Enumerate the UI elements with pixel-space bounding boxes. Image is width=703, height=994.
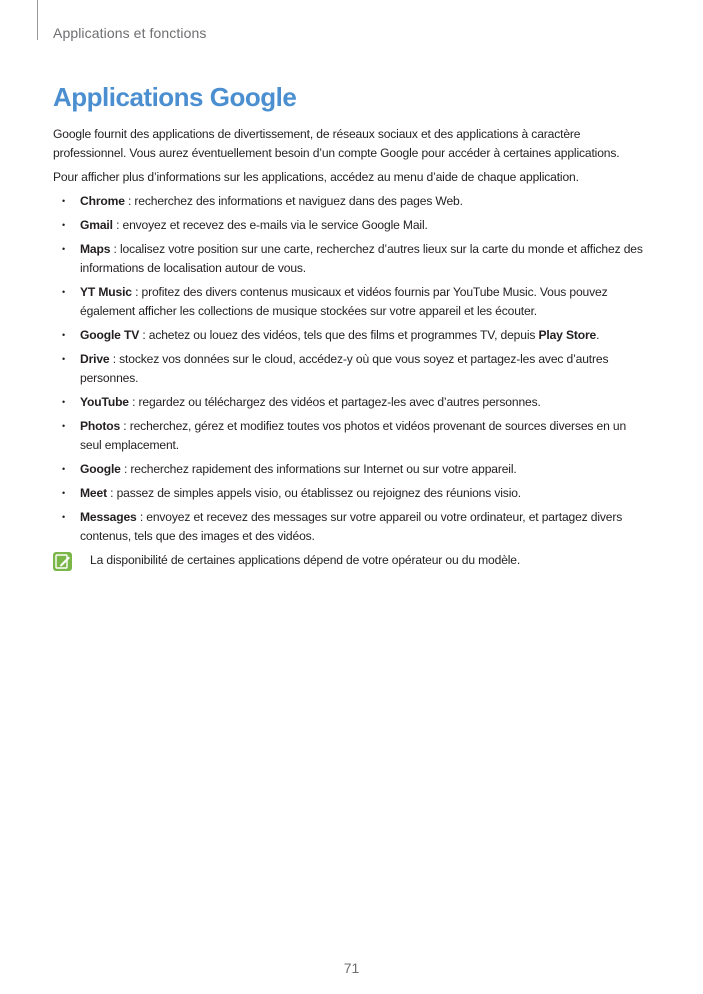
list-item xyxy=(53,417,648,455)
app-description: : passez de simples appels visio, ou établissez ou rejoignez des réunions visio. xyxy=(106,486,522,500)
app-name-google-tv: Google TV xyxy=(80,328,140,342)
main-content xyxy=(53,125,648,551)
bullet-icon: • xyxy=(62,488,66,498)
bullet-icon: • xyxy=(62,464,66,474)
bullet-icon: • xyxy=(62,287,66,297)
app-name-gmail: Gmail xyxy=(80,218,113,232)
app-description: : envoyez et recevez des e-mails via le service Google Mail. xyxy=(112,218,428,232)
note-pencil-icon xyxy=(53,552,72,571)
page-title: Applications Google xyxy=(53,82,297,112)
app-description: : recherchez rapidement des informations sur Internet ou sur votre appareil. xyxy=(120,462,517,476)
margin-rule xyxy=(37,0,38,40)
list-item xyxy=(53,508,648,546)
section-header: Applications et fonctions xyxy=(53,25,207,41)
bullet-icon: • xyxy=(62,330,66,340)
app-description: : regardez ou téléchargez des vidéos et partagez-les avec d’autres personnes. xyxy=(128,395,541,409)
app-description: : localisez votre position sur une carte, recherchez d’autres lieux sur la carte du monde et affichez des informations de localisation autour de vous. xyxy=(80,242,643,275)
bullet-icon: • xyxy=(62,512,66,522)
app-name-drive: Drive xyxy=(80,352,110,366)
app-description: : recherchez, gérez et modifiez toutes vos photos et vidéos provenant de sources diverses en un seul emplacement. xyxy=(80,419,627,452)
bullet-icon: • xyxy=(62,196,66,206)
list-item xyxy=(53,460,648,479)
app-name-photos: Photos xyxy=(80,419,121,433)
bullet-icon: • xyxy=(62,354,66,364)
list-item xyxy=(53,216,648,235)
note-text: La disponibilité de certaines applications dépend de votre opérateur ou du modèle. xyxy=(90,553,521,567)
bullet-icon: • xyxy=(62,244,66,254)
list-item xyxy=(53,393,648,412)
bullet-icon: • xyxy=(62,220,66,230)
app-description: : profitez des divers contenus musicaux et vidéos fournis par YouTube Music. Vous pouvez également afficher les collections de musique stockées sur votre appareil et les écouter. xyxy=(80,285,608,318)
app-name-yt-music: YT Music xyxy=(80,285,132,299)
instructions-paragraph: Pour afficher plus d’informations sur les applications, accédez au menu d’aide de chaque application. xyxy=(53,170,579,184)
app-name-google: Google xyxy=(80,462,121,476)
app-description: : stockez vos données sur le cloud, accédez-y où que vous soyez et partagez-les avec d’autres personnes. xyxy=(80,352,609,385)
app-name-meet: Meet xyxy=(80,486,107,500)
bullet-icon: • xyxy=(62,397,66,407)
bullet-icon: • xyxy=(62,421,66,431)
list-item xyxy=(53,240,648,278)
intro-paragraph: Google fournit des applications de divertissement, de réseaux sociaux et des applications à caractère professionnel. Vous aurez éventuellement besoin d’un compte Google pour accéder à certaines applications. xyxy=(53,127,620,160)
app-name-chrome: Chrome xyxy=(80,194,125,208)
sentence-end: . xyxy=(596,328,600,342)
app-list xyxy=(53,192,648,546)
app-name-messages: Messages xyxy=(80,510,137,524)
app-description: : envoyez et recevez des messages sur votre appareil ou votre ordinateur, et partagez divers contenus, tels que des images et des vidéos. xyxy=(80,510,623,543)
app-name-youtube: YouTube xyxy=(80,395,129,409)
app-description: : recherchez des informations et naviguez dans des pages Web. xyxy=(124,194,463,208)
page-number: 71 xyxy=(343,960,360,976)
list-item xyxy=(53,326,648,345)
list-item xyxy=(53,192,648,211)
list-item xyxy=(53,350,648,388)
list-item xyxy=(53,283,648,321)
note-pencil-icon-glyph xyxy=(53,552,72,571)
list-item xyxy=(53,484,648,503)
app-description: : achetez ou louez des vidéos, tels que des films et programmes TV, depuis xyxy=(139,328,539,342)
app-name-maps: Maps xyxy=(80,242,111,256)
play-store-label: Play Store xyxy=(538,328,597,342)
